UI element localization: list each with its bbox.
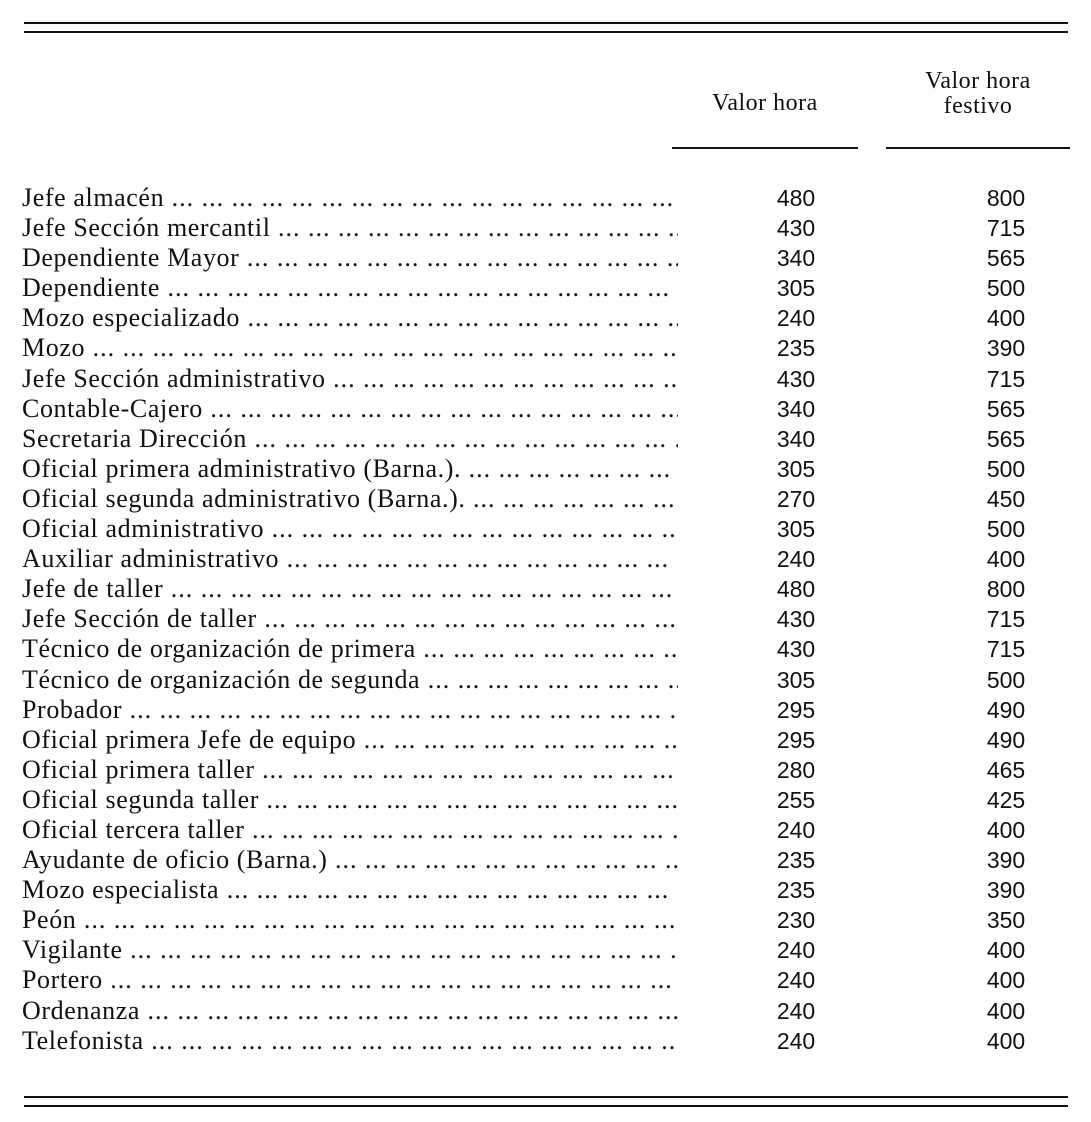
- row-valor-hora: 240: [776, 816, 816, 843]
- row-category: Portero ... .: [22, 965, 678, 995]
- bottom-rule-inner: [24, 1105, 1068, 1107]
- row-category: Mozo especializado ... .: [22, 303, 678, 333]
- table-row: [22, 725, 1068, 755]
- row-valor-hora: 240: [776, 997, 816, 1024]
- header-underline-col1: [672, 147, 858, 149]
- row-valor-hora: 240: [776, 305, 816, 332]
- row-valor-hora-festivo: 565: [986, 245, 1026, 272]
- row-category: Jefe Sección administrativo ... .: [22, 364, 678, 394]
- row-valor-hora: 430: [776, 636, 816, 663]
- bottom-rule-outer: [24, 1096, 1068, 1098]
- row-valor-hora-festivo: 500: [986, 666, 1026, 693]
- table-body: [22, 183, 1068, 1056]
- table-row: [22, 875, 1068, 905]
- row-valor-hora: 240: [776, 937, 816, 964]
- row-category: Dependiente ... .: [22, 273, 678, 303]
- row-valor-hora: 280: [776, 756, 816, 783]
- row-category: Ordenanza ... .: [22, 996, 678, 1026]
- table-row: [22, 273, 1068, 303]
- row-valor-hora: 305: [776, 666, 816, 693]
- row-category: Jefe de taller ... .: [22, 574, 678, 604]
- table-row: [22, 544, 1068, 574]
- row-category: Ayudante de oficio (Barna.) ... .: [22, 845, 678, 875]
- row-category: Mozo ... .: [22, 333, 678, 363]
- table-row: [22, 845, 1068, 875]
- table-row: [22, 213, 1068, 243]
- row-valor-hora-festivo: 715: [986, 606, 1026, 633]
- row-valor-hora-festivo: 450: [986, 485, 1026, 512]
- row-category: Técnico de organización de segunda ... .: [22, 665, 678, 695]
- row-valor-hora: 430: [776, 365, 816, 392]
- row-category: Contable-Cajero ... .: [22, 394, 678, 424]
- row-valor-hora-festivo: 400: [986, 937, 1026, 964]
- row-category: Oficial segunda taller ... .: [22, 785, 678, 815]
- table-row: [22, 484, 1068, 514]
- header-valor-hora-festivo-line2: festivo: [943, 93, 1013, 119]
- row-category: Secretaria Dirección ... .: [22, 424, 678, 454]
- row-valor-hora: 230: [776, 907, 816, 934]
- row-valor-hora-festivo: 390: [986, 847, 1026, 874]
- row-category: Auxiliar administrativo ... .: [22, 544, 678, 574]
- row-valor-hora-festivo: 400: [986, 1027, 1026, 1054]
- row-valor-hora-festivo: 390: [986, 877, 1026, 904]
- table-row: [22, 364, 1068, 394]
- row-valor-hora-festivo: 390: [986, 335, 1026, 362]
- row-valor-hora-festivo: 715: [986, 215, 1026, 242]
- row-valor-hora: 295: [776, 726, 816, 753]
- top-rule-outer: [24, 22, 1068, 24]
- row-valor-hora-festivo: 400: [986, 546, 1026, 573]
- table-row: [22, 303, 1068, 333]
- row-category: Dependiente Mayor ... .: [22, 243, 678, 273]
- row-valor-hora-festivo: 565: [986, 395, 1026, 422]
- table-row: [22, 394, 1068, 424]
- row-valor-hora: 305: [776, 275, 816, 302]
- row-valor-hora-festivo: 350: [986, 907, 1026, 934]
- row-valor-hora: 480: [776, 185, 816, 211]
- row-valor-hora: 235: [776, 335, 816, 362]
- row-valor-hora-festivo: 715: [986, 365, 1026, 392]
- table-row: [22, 604, 1068, 634]
- row-valor-hora-festivo: 500: [986, 455, 1026, 482]
- table-row: [22, 695, 1068, 725]
- row-category: Oficial primera taller ... .: [22, 755, 678, 785]
- row-category: Jefe almacén ... .: [22, 183, 678, 213]
- row-valor-hora-festivo: 465: [986, 756, 1026, 783]
- table-row: [22, 665, 1068, 695]
- row-valor-hora: 340: [776, 395, 816, 422]
- row-category: Jefe Sección de taller ... .: [22, 604, 678, 634]
- row-valor-hora-festivo: 500: [986, 516, 1026, 543]
- row-valor-hora: 340: [776, 425, 816, 452]
- row-valor-hora-festivo: 490: [986, 696, 1026, 723]
- header-underline-col2: [886, 147, 1070, 149]
- row-valor-hora-festivo: 425: [986, 786, 1026, 813]
- header-valor-hora: Valor hora: [712, 90, 818, 116]
- row-category: Probador ... .: [22, 695, 678, 725]
- row-valor-hora-festivo: 500: [986, 275, 1026, 302]
- row-valor-hora-festivo: 400: [986, 997, 1026, 1024]
- row-valor-hora: 480: [776, 576, 816, 603]
- row-category: Peón ... .: [22, 905, 678, 935]
- table-row: [22, 183, 1068, 213]
- table-row: [22, 815, 1068, 845]
- row-category: Telefonista ... .: [22, 1026, 678, 1056]
- row-valor-hora: 430: [776, 215, 816, 242]
- row-valor-hora-festivo: 715: [986, 636, 1026, 663]
- table-row: [22, 243, 1068, 273]
- row-valor-hora-festivo: 565: [986, 425, 1026, 452]
- row-valor-hora-festivo: 490: [986, 726, 1026, 753]
- table-row: [22, 454, 1068, 484]
- table-row: [22, 785, 1068, 815]
- row-valor-hora-festivo: 400: [986, 816, 1026, 843]
- top-rule-inner: [24, 31, 1068, 33]
- table-row: [22, 424, 1068, 454]
- row-valor-hora: 235: [776, 877, 816, 904]
- row-valor-hora-festivo: 800: [986, 576, 1026, 603]
- row-category: Oficial primera administrativo (Barna.). ... .: [22, 454, 678, 484]
- table-row: [22, 574, 1068, 604]
- row-valor-hora: 235: [776, 847, 816, 874]
- table-row: [22, 333, 1068, 363]
- table-row: [22, 514, 1068, 544]
- header-valor-hora-festivo-line1: Valor hora: [925, 68, 1031, 94]
- row-category: Mozo especialista ... .: [22, 875, 678, 905]
- row-valor-hora-festivo: 800: [986, 185, 1026, 211]
- table-row: [22, 935, 1068, 965]
- table-row: [22, 1026, 1068, 1056]
- row-valor-hora: 430: [776, 606, 816, 633]
- row-valor-hora: 295: [776, 696, 816, 723]
- row-category: Técnico de organización de primera ... .: [22, 634, 678, 664]
- row-valor-hora: 340: [776, 245, 816, 272]
- row-category: Oficial tercera taller ... .: [22, 815, 678, 845]
- row-valor-hora: 305: [776, 516, 816, 543]
- row-category: Oficial administrativo ... .: [22, 514, 678, 544]
- row-valor-hora: 255: [776, 786, 816, 813]
- row-valor-hora: 305: [776, 455, 816, 482]
- row-valor-hora: 240: [776, 546, 816, 573]
- table-row: [22, 965, 1068, 995]
- table-row: [22, 996, 1068, 1026]
- table-row: [22, 755, 1068, 785]
- row-category: Vigilante ... .: [22, 935, 678, 965]
- table-row: [22, 634, 1068, 664]
- table-row: [22, 905, 1068, 935]
- row-valor-hora: 240: [776, 1027, 816, 1054]
- row-valor-hora-festivo: 400: [986, 305, 1026, 332]
- row-valor-hora: 270: [776, 485, 816, 512]
- row-valor-hora-festivo: 400: [986, 967, 1026, 994]
- row-category: Oficial primera Jefe de equipo ... .: [22, 725, 678, 755]
- row-valor-hora: 240: [776, 967, 816, 994]
- row-category: Oficial segunda administrativo (Barna.). ... .: [22, 484, 678, 514]
- row-category: Jefe Sección mercantil ... .: [22, 213, 678, 243]
